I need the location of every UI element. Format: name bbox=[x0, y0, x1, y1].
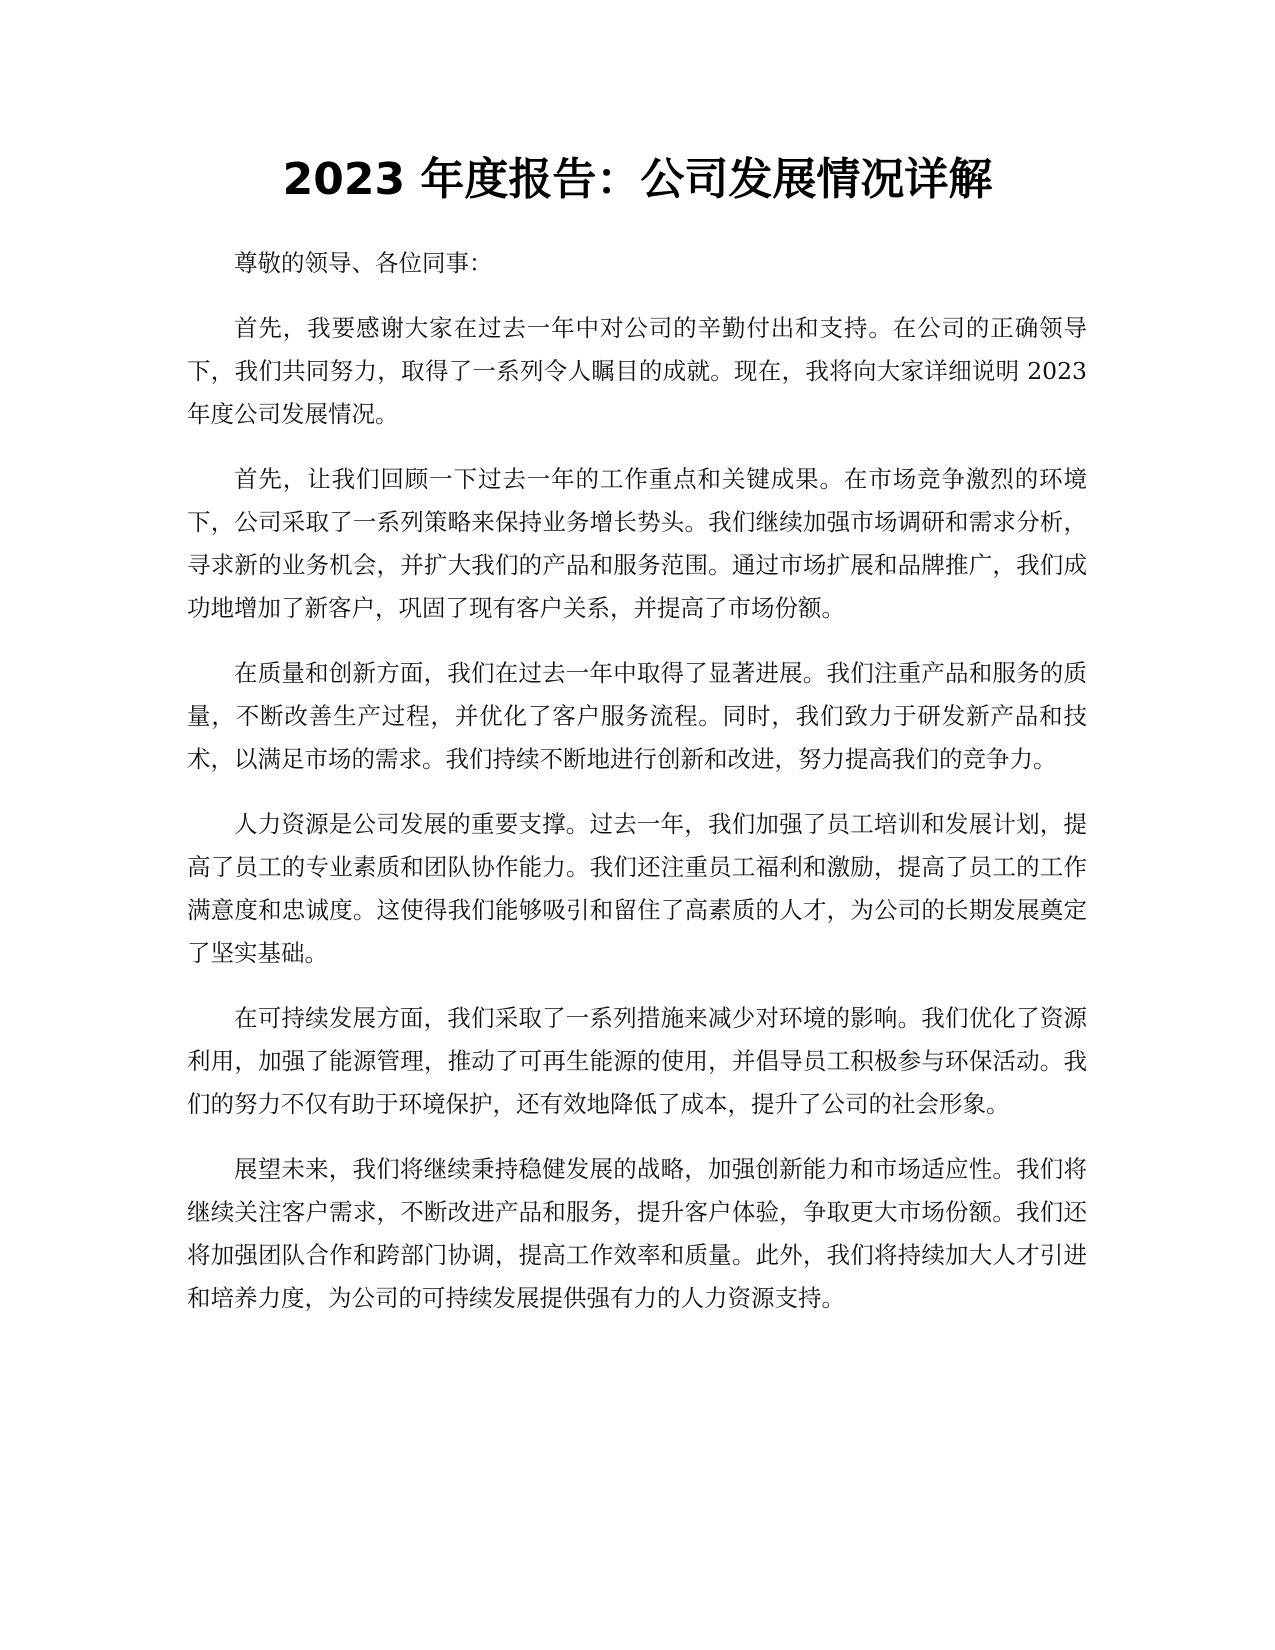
paragraph-outlook: 展望未来，我们将继续秉持稳健发展的战略，加强创新能力和市场适应性。我们将继续关注客户需求，不断改进产品和服务，提升客户体验，争取更大市场份额。我们还将加强团队合作和跨部门协调，提高工作效率和质量。此外，我们将持续加大人才引进和培养力度，为公司的可持续发展提供强有力的人力资源支持。 bbox=[187, 1155, 1087, 1312]
paragraph-quality-innovation: 在质量和创新方面，我们在过去一年中取得了显著进展。我们注重产品和服务的质量，不断改善生产过程，并优化了客户服务流程。同时，我们致力于研发新产品和技术，以满足市场的需求。我们持续不断地进行创新和改进，努力提高我们的竞争力。 bbox=[187, 659, 1087, 773]
paragraph-salutation: 尊敬的领导、各位同事： bbox=[234, 249, 493, 277]
paragraph-sustainability: 在可持续发展方面，我们采取了一系列措施来减少对环境的影响。我们优化了资源利用，加强了能源管理，推动了可再生能源的使用，并倡导员工积极参与环保活动。我们的努力不仅有助于环境保护，还有效地降低了成本，提升了公司的社会形象。 bbox=[187, 1004, 1087, 1118]
paragraph-market: 首先，让我们回顾一下过去一年的工作重点和关键成果。在市场竞争激烈的环境下，公司采取了一系列策略来保持业务增长势头。我们继续加强市场调研和需求分析，寻求新的业务机会，并扩大我们的产品和服务范围。通过市场扩展和品牌推广，我们成功地增加了新客户，巩固了现有客户关系，并提高了市场份额。 bbox=[187, 465, 1087, 622]
document-body bbox=[187, 242, 1087, 1342]
paragraph-intro: 首先，我要感谢大家在过去一年中对公司的辛勤付出和支持。在公司的正确领导下，我们共同努力，取得了一系列令人瞩目的成就。现在，我将向大家详细说明 2023 年度公司发展情况。 bbox=[187, 314, 1087, 428]
paragraph-human-resources: 人力资源是公司发展的重要支撑。过去一年，我们加强了员工培训和发展计划，提高了员工的专业素质和团队协作能力。我们还注重员工福利和激励，提高了员工的工作满意度和忠诚度。这使得我们能够吸引和留住了高素质的人才，为公司的长期发展奠定了坚实基础。 bbox=[187, 810, 1087, 967]
document-title: 2023 年度报告：公司发展情况详解 bbox=[282, 154, 993, 205]
